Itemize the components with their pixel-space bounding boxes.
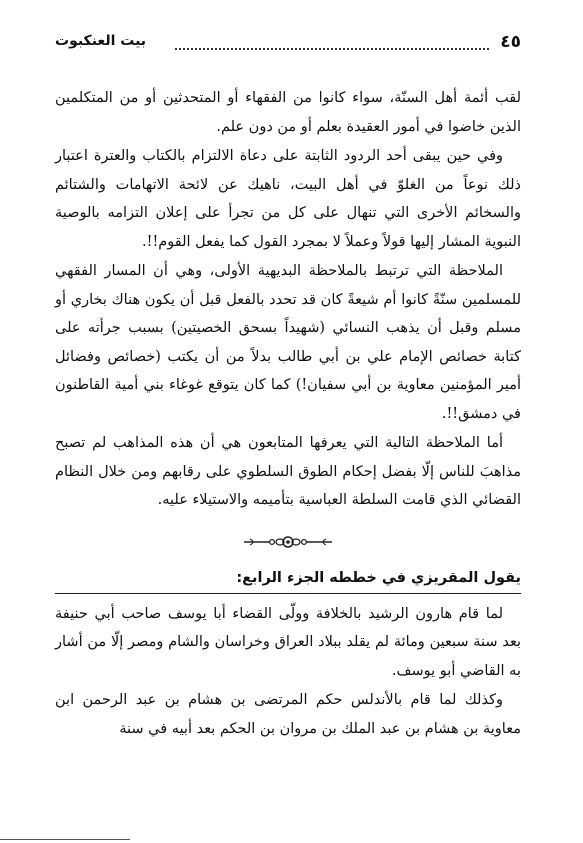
paragraph: الملاحظة التي ترتبط بالملاحظة البديهية الأولى، وهي أن المسار الفقهي للمسلمين سنّةً كانوا أم شيعةً كان قد تحدد بالفعل قبل أن يكون هناك بخاري أو مسلم وقبل أن يذهب النسائي (شهيداً بسحق الخصيتين) بسبب جرأته على كتابة خصائص الإمام علي بن أبي طالب بدلاً من أن يكتب (خصائص وفضائل أمير المؤمنين معاوية بن أبي سفيان!) كما كان يتوقع غوغاء بني أمية القاطنون في دمشق!!. <box>55 263 521 422</box>
section-heading: يقول المقريزي في خططه الجزء الرابع: <box>55 565 521 594</box>
page-header <box>55 32 521 54</box>
footnote-rule <box>0 839 130 840</box>
paragraph: لما قام هارون الرشيد بالخلافة وولّى القضاء أبا يوسف صاحب أبي حنيفة بعد سنة سبعين ومائة لم يقلد ببلاد العراق وخراسان والشام ومصر إلّا من أشار به القاضي أبو يوسف. <box>55 605 521 679</box>
paragraph: أما الملاحظة التالية التي يعرفها المتابعون هي أن هذه المذاهب لم تصبح مذاهبَ للناس إلّا بفضل إحكام الطوق السلطوي على رقابهم ومن خلال النظام القضائي الذي قامت السلطة العباسية بتأميمه والاستيلاء عليه. <box>55 435 521 508</box>
page-number: ٤٥ <box>500 32 521 52</box>
paragraph: لقب أئمة أهل السنّة، سواء كانوا من الفقهاء أو المتحدثين أو من المتكلمين الذين خاضوا في أمور العقيدة بعلم أو من دون علم. <box>55 90 521 135</box>
running-title: بيت العنكبوت <box>55 33 147 49</box>
body-text <box>55 84 521 743</box>
header-dotted-rule <box>175 48 489 50</box>
decorative-separator-icon <box>55 525 521 559</box>
paragraph: وفي حين يبقى أحد الردود الثابتة على دعاة الالتزام بالكتاب والعترة اعتبار ذلك نوعاً من الغلوّ في أهل البيت، ناهيك عن لائحة الاتهامات والشتائم والسخائم الأخرى التي تنهال على كل من تجرأ على إعلان التزامه بالوصية النبوية المشار إليها قولاً وعملاً لا بمجرد القول كما يفعل القوم!!. <box>55 148 521 250</box>
paragraph: وكذلك لما قام بالأندلس حكم المرتضى بن هشام بن عبد الرحمن ابن معاوية بن هشام بن عبد الملك بن مروان بن الحكم بعد أبيه في سنة <box>55 692 521 737</box>
